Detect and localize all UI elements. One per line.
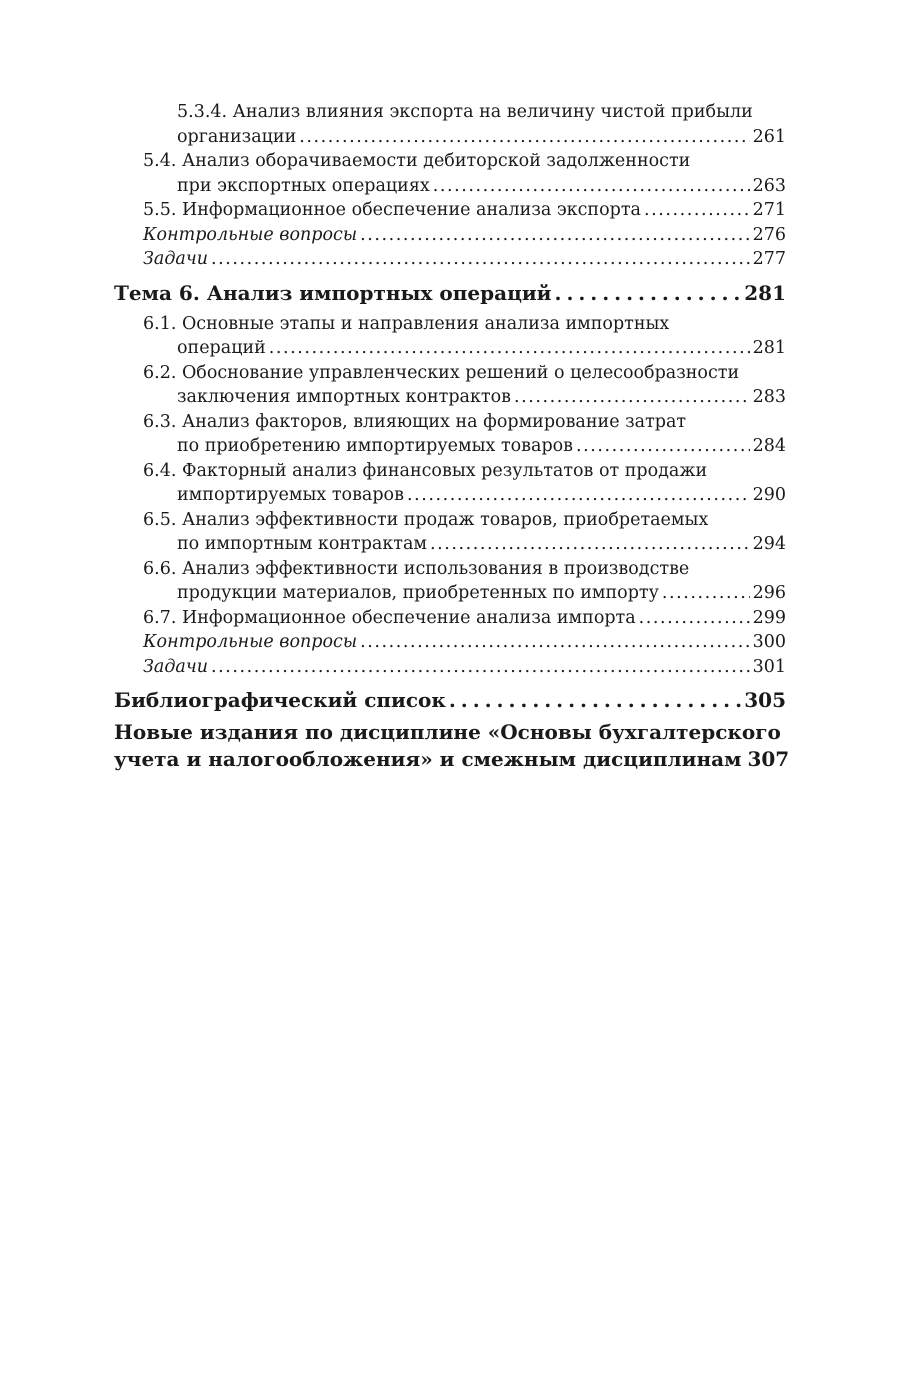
page-number: 299: [752, 607, 786, 628]
toc-entry-title-cont: заключения импортных контрактов: [177, 387, 511, 407]
toc-entry-6-2[interactable]: [114, 361, 786, 410]
toc-topic-title: Новые издания по дисциплине «Основы бухгалтерского: [114, 720, 781, 744]
page-number: 307: [747, 747, 790, 771]
dot-leader: [211, 247, 750, 272]
toc-entry-title-cont: продукции материалов, приобретенных по импорту: [177, 583, 659, 603]
toc-entry-title: Контрольные вопросы: [143, 224, 358, 245]
dot-leader: [407, 483, 750, 508]
toc-entry-title: 5.3.4. Анализ влияния экспорта на величину чистой прибыли: [177, 102, 753, 122]
dot-leader: [269, 336, 750, 361]
dot-leader: [430, 532, 750, 557]
dot-leader: [662, 581, 750, 606]
toc-entry-5-5[interactable]: [114, 198, 786, 223]
toc-entry-control-questions-6[interactable]: [114, 630, 786, 655]
dot-leader: [211, 655, 750, 680]
page-number: 277: [752, 249, 786, 269]
table-of-contents: [114, 100, 790, 773]
page-number: 281: [752, 338, 786, 358]
toc-entry-title-cont: операций: [177, 338, 266, 358]
dot-leader: [639, 606, 750, 631]
page-number: 263: [752, 175, 786, 196]
toc-entry-6-4[interactable]: [114, 459, 786, 508]
toc-entry-title-cont: по приобретению импортируемых товаров: [177, 436, 574, 456]
toc-new-editions[interactable]: [114, 719, 790, 773]
toc-entry-tasks-5[interactable]: [114, 247, 786, 272]
page-number: 294: [752, 534, 786, 554]
dot-leader: [576, 434, 750, 459]
toc-topic-6[interactable]: [114, 280, 786, 307]
toc-entry-6-7[interactable]: [114, 606, 786, 631]
toc-entry-title-cont: импортируемых товаров: [177, 485, 404, 505]
page-number: 301: [752, 656, 786, 677]
dot-leader: [644, 198, 750, 223]
dot-leader: [360, 630, 750, 655]
toc-entry-tasks-6[interactable]: [114, 655, 786, 680]
dot-leader: [555, 280, 742, 307]
dot-leader: [449, 687, 741, 714]
toc-entry-title: 6.4. Факторный анализ финансовых результатов от продажи: [143, 460, 708, 481]
dot-leader: [433, 174, 750, 199]
toc-entry-title: Задачи: [143, 656, 209, 677]
toc-entry-5-3-4[interactable]: [114, 100, 786, 149]
page-number: 276: [752, 224, 786, 245]
toc-entry-title-cont: по импортным контрактам: [177, 534, 428, 554]
toc-entry-title: 6.3. Анализ факторов, влияющих на формирование затрат: [143, 411, 687, 432]
toc-entry-title: Контрольные вопросы: [143, 632, 358, 652]
page-number: 261: [752, 126, 786, 147]
page-number: 283: [752, 387, 786, 407]
toc-entry-title: 6.7. Информационное обеспечение анализа импорта: [143, 607, 636, 628]
page-number: 300: [752, 632, 786, 652]
toc-topic-title: Тема 6. Анализ импортных операций: [114, 280, 552, 305]
page-number: 305: [744, 688, 786, 712]
dot-leader: [514, 385, 750, 410]
page-number: 281: [744, 280, 786, 305]
page-number: 296: [752, 583, 786, 603]
toc-entry-title: Задачи: [143, 249, 209, 269]
dot-leader: [299, 125, 749, 150]
toc-entry-6-1[interactable]: [114, 312, 786, 361]
toc-entry-title-cont: при экспортных операциях: [177, 175, 430, 196]
toc-topic-title: Библиографический список: [114, 688, 446, 712]
page-number: 290: [752, 485, 786, 505]
toc-entry-title: 6.1. Основные этапы и направления анализа импортных: [143, 313, 670, 334]
toc-entry-title: 6.6. Анализ эффективности использования в производстве: [143, 558, 690, 579]
toc-entry-control-questions-5[interactable]: [114, 223, 786, 248]
toc-entry-title-cont: организации: [177, 126, 297, 147]
page-number: 271: [752, 200, 786, 220]
toc-entry-6-6[interactable]: [114, 557, 786, 606]
toc-entry-5-4[interactable]: [114, 149, 786, 198]
toc-topic-title-cont: учета и налогообложения» и смежным дисциплинам: [114, 747, 742, 771]
toc-entry-6-5[interactable]: [114, 508, 786, 557]
toc-bibliography[interactable]: [114, 687, 786, 714]
toc-entry-title: 5.4. Анализ оборачиваемости дебиторской задолженности: [143, 151, 691, 171]
toc-entry-6-3[interactable]: [114, 410, 786, 459]
toc-entry-title: 5.5. Информационное обеспечение анализа экспорта: [143, 200, 641, 220]
dot-leader: [360, 223, 750, 248]
toc-entry-title: 6.5. Анализ эффективности продаж товаров, приобретаемых: [143, 509, 709, 530]
toc-entry-title: 6.2. Обоснование управленческих решений о целесообразности: [143, 362, 740, 383]
page-number: 284: [752, 436, 786, 456]
